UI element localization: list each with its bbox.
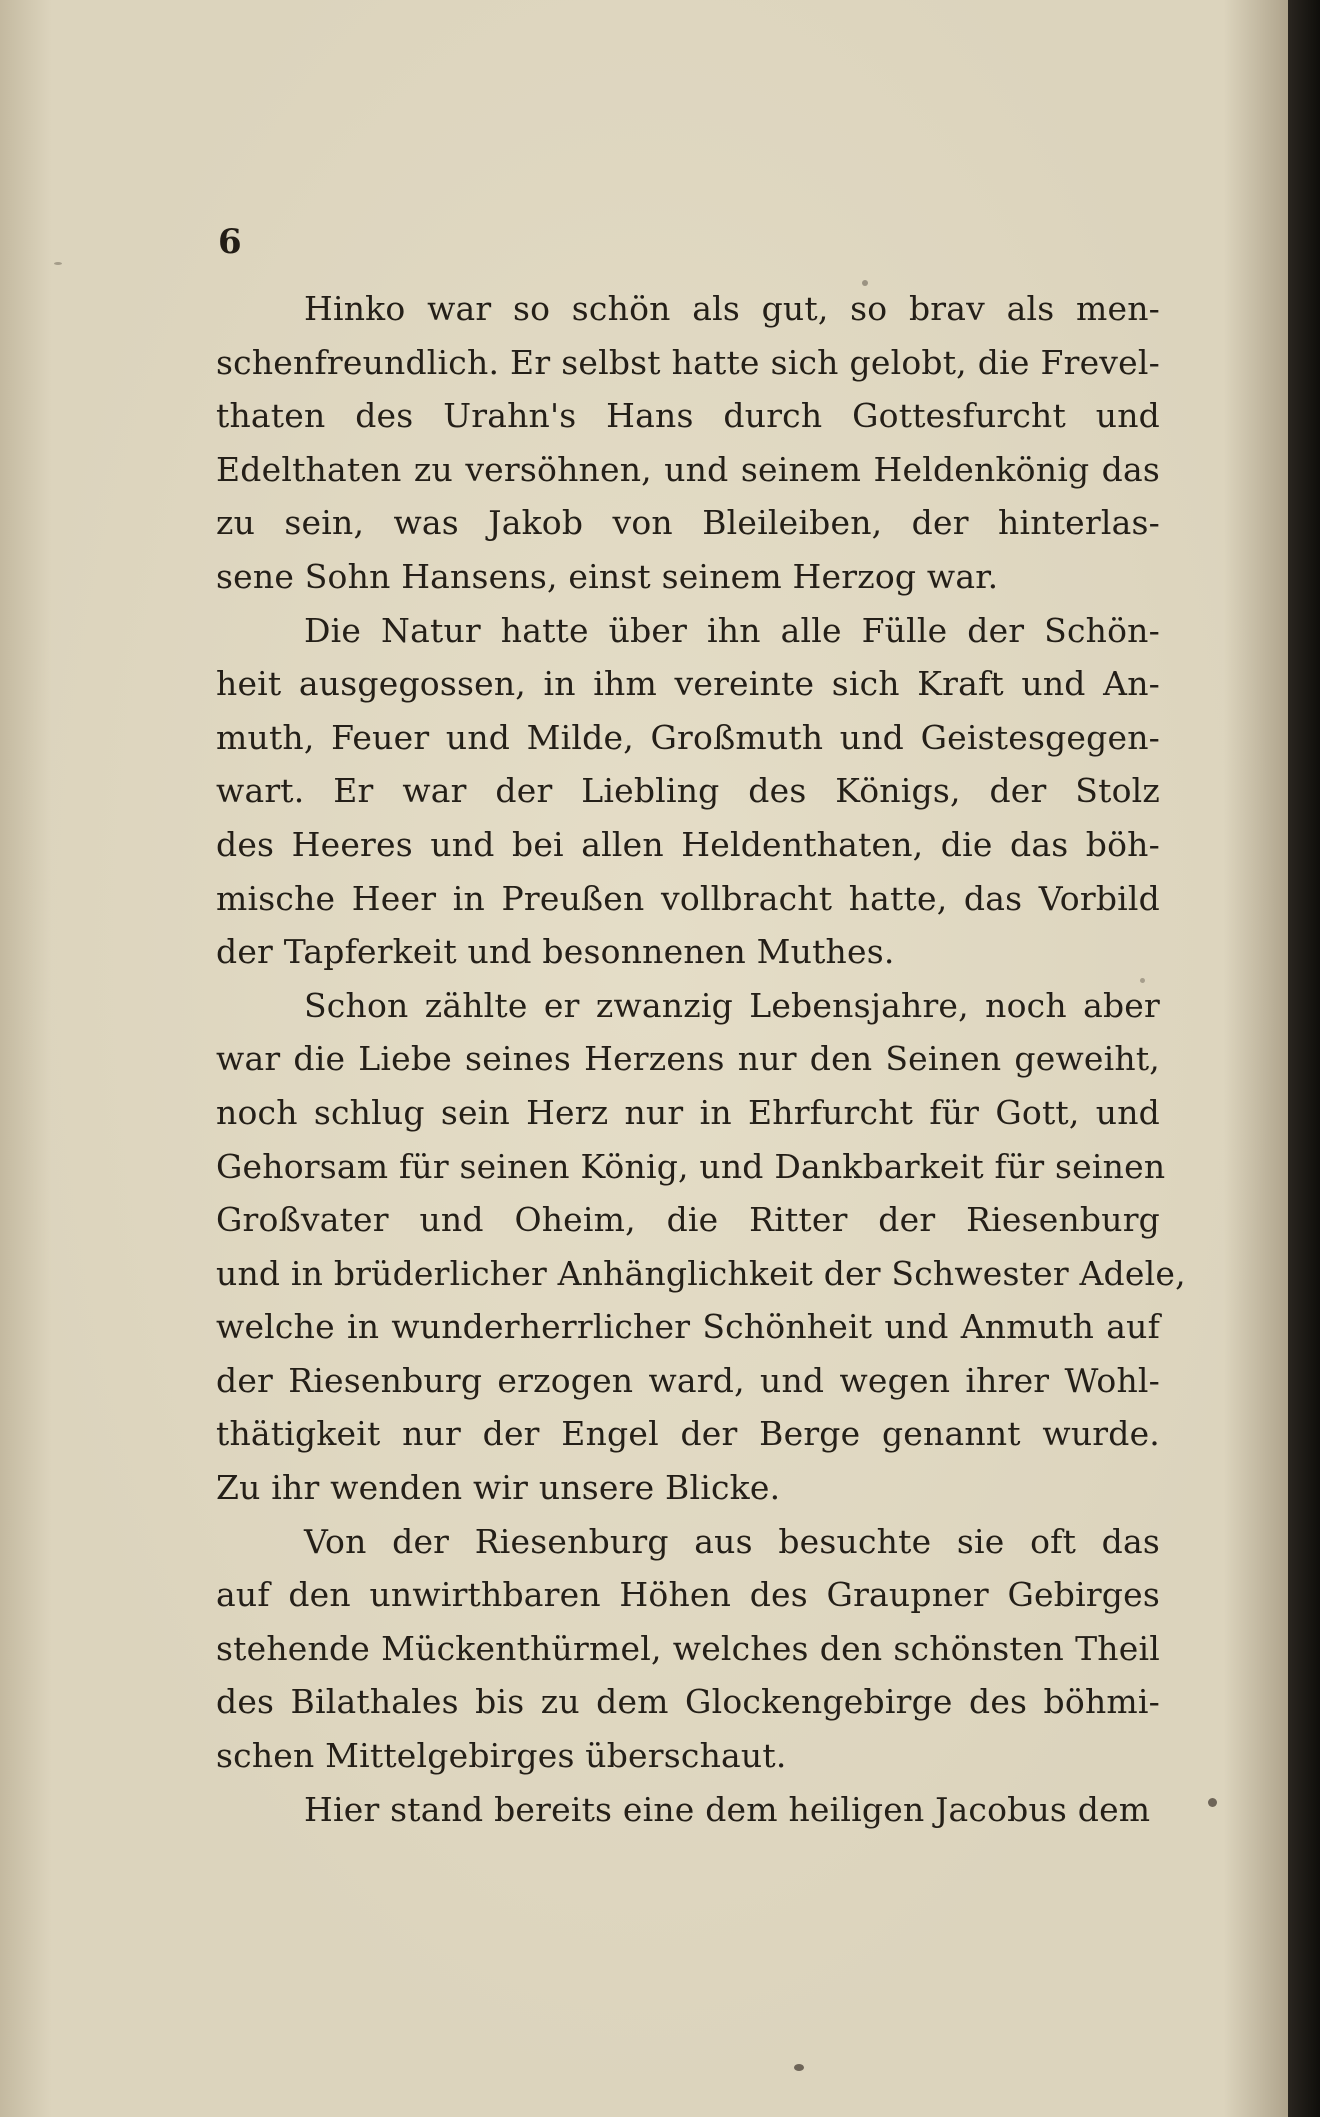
text-line: Edelthaten zu versöhnen, und seinem Heldenkönig das — [216, 449, 1160, 489]
text-line: des Heeres und bei allen Heldenthaten, die das böh- — [216, 824, 1160, 864]
body-text — [216, 282, 1186, 1836]
text-line: wart. Er war der Liebling des Königs, der Stolz — [216, 771, 1160, 811]
paper-speck — [1140, 978, 1145, 983]
text-line: Die Natur hatte über ihn alle Fülle der Schön- — [304, 610, 1160, 650]
text-line: stehende Mückenthürmel, welches den schönsten Theil — [216, 1628, 1160, 1668]
text-line: sene Sohn Hansens, einst seinem Herzog war. — [216, 556, 999, 596]
text-line: der Riesenburg erzogen ward, und wegen ihrer Wohl- — [216, 1360, 1160, 1400]
binding-edge — [1288, 0, 1320, 2117]
page-number: 6 — [218, 222, 242, 262]
text-line: Großvater und Oheim, die Ritter der Riesenburg — [216, 1200, 1160, 1240]
paper-speck — [862, 280, 868, 286]
text-line: Hinko war so schön als gut, so brav als men- — [304, 289, 1160, 328]
paper-speck — [54, 262, 62, 265]
text-line: mische Heer in Preußen vollbracht hatte, das Vorbild — [216, 878, 1160, 918]
text-line: war die Liebe seines Herzens nur den Seinen geweiht, — [216, 1039, 1160, 1079]
text-line: muth, Feuer und Milde, Großmuth und Geistesgegen- — [216, 717, 1160, 757]
text-line: Gehorsam für seinen König, und Dankbarkeit für seinen — [216, 1146, 1166, 1186]
text-line: thätigkeit nur der Engel der Berge genannt wurde. — [216, 1414, 1160, 1454]
text-line: schen Mittelgebirges überschaut. — [216, 1736, 787, 1776]
text-line: und in brüderlicher Anhänglichkeit der Schwester Adele, — [216, 1253, 1186, 1293]
text-line: Hier stand bereits eine dem heiligen Jacobus dem — [304, 1789, 1151, 1829]
text-line: Zu ihr wenden wir unsere Blicke. — [216, 1468, 781, 1508]
text-line: des Bilathales bis zu dem Glockengebirge des böhmi- — [216, 1682, 1160, 1722]
text-line: welche in wunderherrlicher Schönheit und Anmuth auf — [216, 1307, 1160, 1347]
text-line: der Tapferkeit und besonnenen Muthes. — [216, 932, 895, 972]
text-line: Schon zählte er zwanzig Lebensjahre, noch aber — [304, 985, 1160, 1025]
paper-speck — [1208, 1798, 1217, 1807]
text-line: Von der Riesenburg aus besuchte sie oft das — [304, 1521, 1160, 1561]
text-line: zu sein, was Jakob von Bleileiben, der hinterlas- — [216, 503, 1160, 543]
text-line: noch schlug sein Herz nur in Ehrfurcht für Gott, und — [216, 1092, 1160, 1132]
text-line: heit ausgegossen, in ihm vereinte sich Kraft und An- — [216, 664, 1160, 704]
paper-speck — [794, 2064, 804, 2071]
text-line: schenfreundlich. Er selbst hatte sich gelobt, die Frevel- — [216, 342, 1160, 382]
text-line: auf den unwirthbaren Höhen des Graupner Gebirges — [216, 1575, 1160, 1615]
text-line: thaten des Urahn's Hans durch Gottesfurcht und — [216, 396, 1160, 436]
